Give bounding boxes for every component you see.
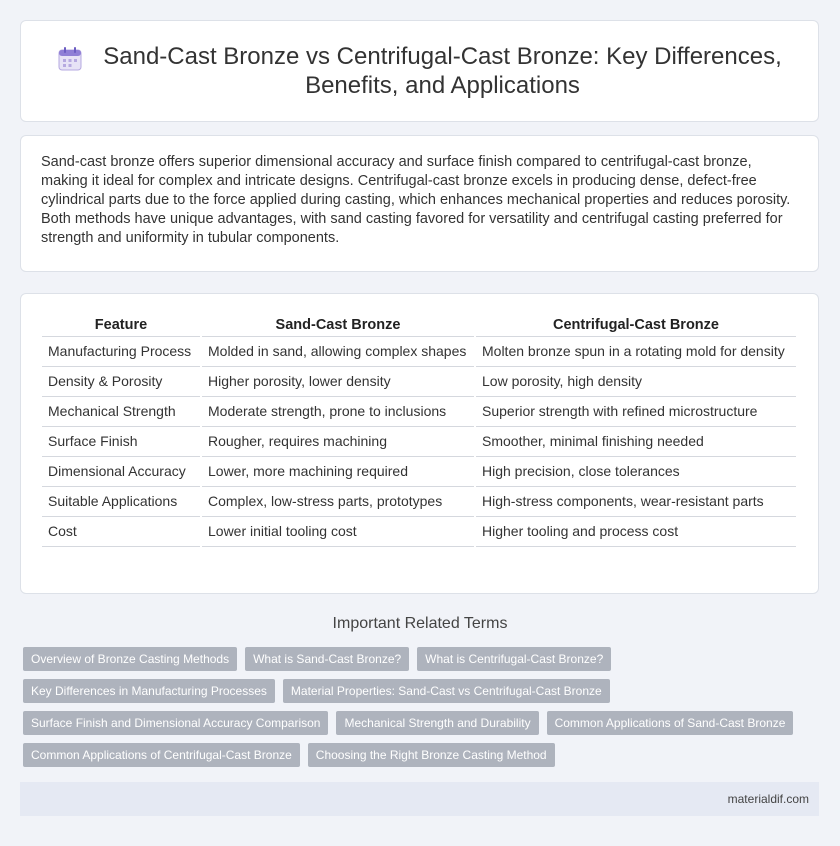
table-cell: Lower initial tooling cost <box>202 517 474 547</box>
table-cell: High-stress components, wear-resistant parts <box>476 487 796 517</box>
table-header-row <box>42 312 796 337</box>
related-term-tag[interactable]: What is Centrifugal-Cast Bronze? <box>417 647 611 671</box>
header-card <box>20 20 819 122</box>
tag-row <box>23 711 823 735</box>
table-cell: Superior strength with refined microstructure <box>476 397 796 427</box>
intro-text: Sand-cast bronze offers superior dimensional accuracy and surface finish compared to centrifugal-cast bronze, making it ideal for complex and intricate designs. Centrifugal-cast bronze excels in producing dense, defect-free cylindrical parts due to the force applied during casting, which enhances mechanical properties and reduces porosity. Both methods have unique advantages, with sand casting favored for versatility and centrifugal casting preferred for strength and uniformity in tubular components. <box>41 154 791 246</box>
table-cell: Cost <box>42 517 200 547</box>
table-cell: Mechanical Strength <box>42 397 200 427</box>
related-term-tag[interactable]: Surface Finish and Dimensional Accuracy Comparison <box>23 711 328 735</box>
table-cell: Suitable Applications <box>42 487 200 517</box>
related-term-tag[interactable]: Mechanical Strength and Durability <box>336 711 538 735</box>
related-term-tag[interactable]: Material Properties: Sand-Cast vs Centrifugal-Cast Bronze <box>283 679 610 703</box>
column-header: Centrifugal-Cast Bronze <box>476 312 796 337</box>
table-row <box>42 397 796 427</box>
related-term-tag[interactable]: Choosing the Right Bronze Casting Method <box>308 743 555 767</box>
table-cell: Manufacturing Process <box>42 337 200 367</box>
table-cell: Molded in sand, allowing complex shapes <box>202 337 474 367</box>
related-term-tag[interactable]: Common Applications of Sand-Cast Bronze <box>547 711 794 735</box>
table-cell: Smoother, minimal finishing needed <box>476 427 796 457</box>
table-row <box>42 457 796 487</box>
table-cell: Complex, low-stress parts, prototypes <box>202 487 474 517</box>
table-cell: Rougher, requires machining <box>202 427 474 457</box>
comparison-table-card <box>20 293 819 594</box>
table-cell: Dimensional Accuracy <box>42 457 200 487</box>
table-cell: Moderate strength, prone to inclusions <box>202 397 474 427</box>
table-cell: Higher porosity, lower density <box>202 367 474 397</box>
related-term-tag[interactable]: Common Applications of Centrifugal-Cast Bronze <box>23 743 300 767</box>
table-cell: Lower, more machining required <box>202 457 474 487</box>
table-row <box>42 517 796 547</box>
table-row <box>42 367 796 397</box>
table-cell: Surface Finish <box>42 427 200 457</box>
table-row <box>42 487 796 517</box>
site-name[interactable]: materialdif.com <box>727 792 809 806</box>
column-header: Feature <box>42 312 200 337</box>
table-cell: Higher tooling and process cost <box>476 517 796 547</box>
table-cell: Low porosity, high density <box>476 367 796 397</box>
related-term-tag[interactable]: Overview of Bronze Casting Methods <box>23 647 237 671</box>
page-title: Sand-Cast Bronze vs Centrifugal-Cast Bronze: Key Differences, Benefits, and Applications <box>103 43 782 99</box>
table-row <box>42 427 796 457</box>
table-row <box>42 337 796 367</box>
footer <box>20 782 819 816</box>
related-term-tag[interactable]: Key Differences in Manufacturing Processes <box>23 679 275 703</box>
intro-card <box>20 135 819 272</box>
related-term-tag[interactable]: What is Sand-Cast Bronze? <box>245 647 409 671</box>
table-cell: Density & Porosity <box>42 367 200 397</box>
tag-row <box>23 647 823 671</box>
calendar-icon <box>57 46 83 72</box>
column-header: Sand-Cast Bronze <box>202 312 474 337</box>
tag-row <box>23 679 823 703</box>
tag-row <box>23 743 823 767</box>
related-terms-title: Important Related Terms <box>332 615 508 632</box>
table-cell: Molten bronze spun in a rotating mold for density <box>476 337 796 367</box>
related-terms-list <box>23 647 823 775</box>
comparison-table <box>40 312 798 547</box>
table-cell: High precision, close tolerances <box>476 457 796 487</box>
